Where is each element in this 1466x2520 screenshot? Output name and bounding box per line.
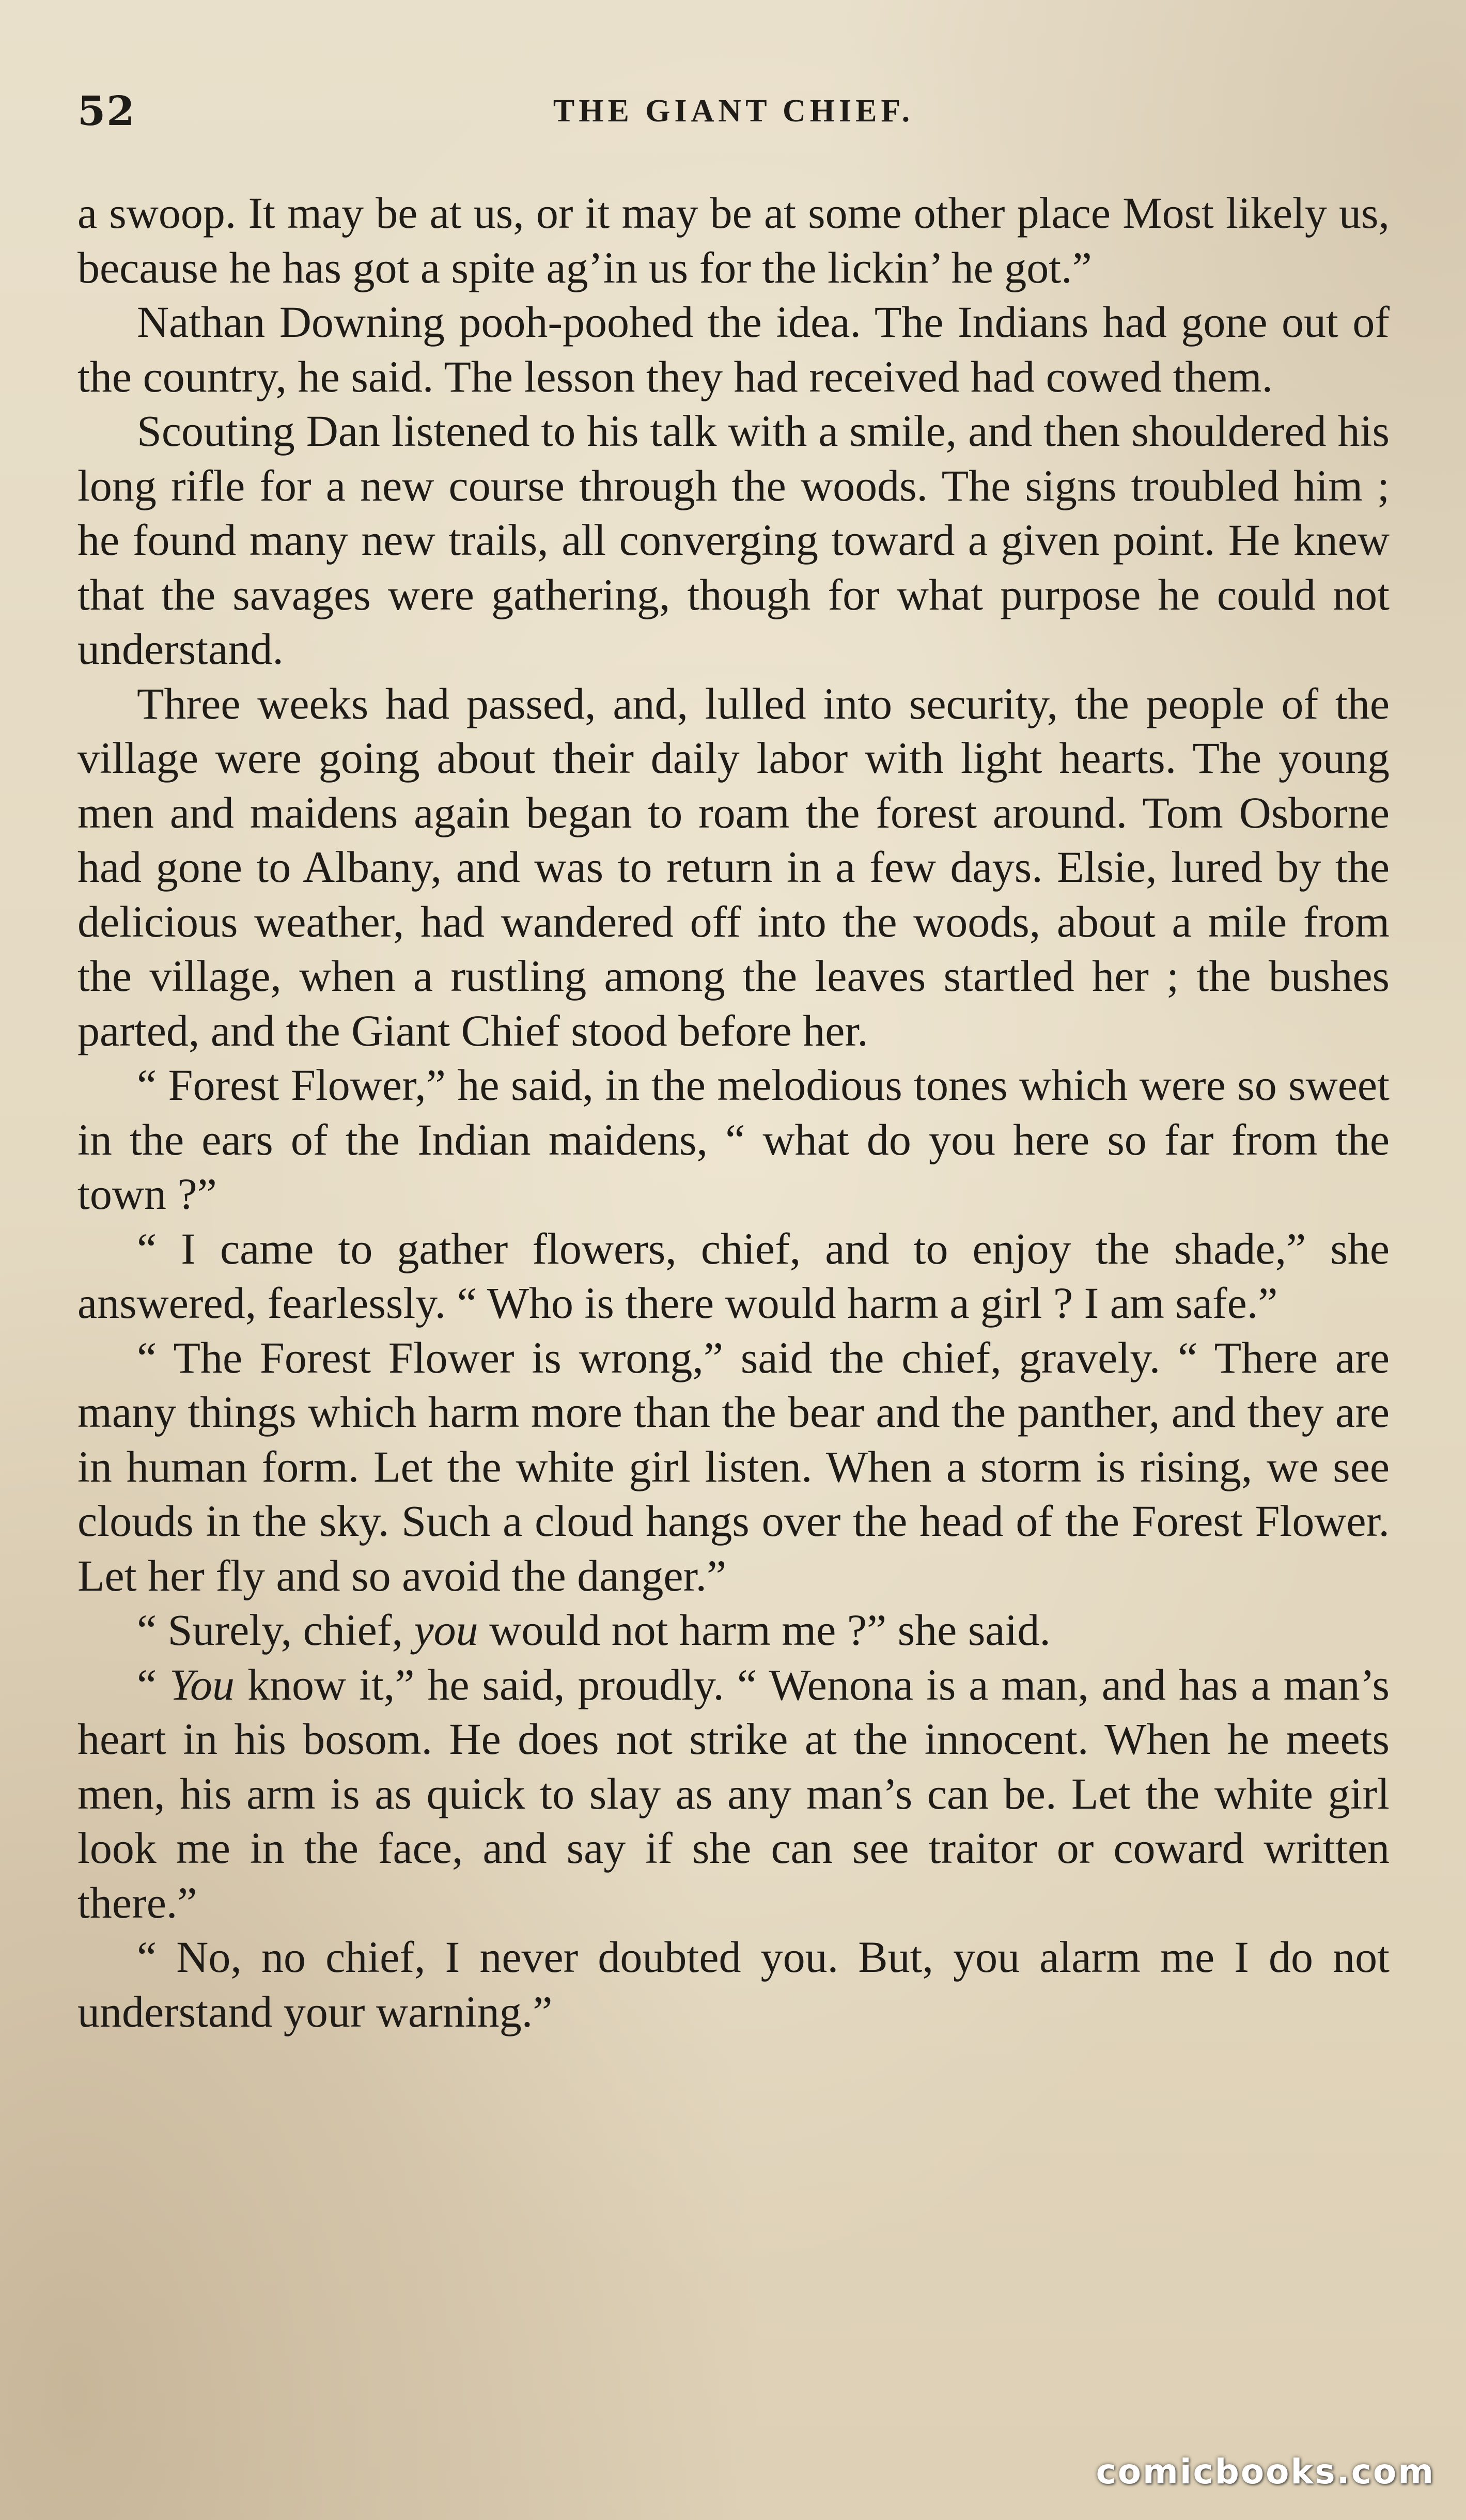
paragraph-text: Three weeks had passed, and, lulled into security, the people of the village were going about their daily labor with light hearts. The young men and maidens again began to roam the forest around. Tom Osborne had gone to Albany, and was to return in a few days. Elsie, lured by the delicious weather, had wandered off into the woods, about a mile from the village, when a rustling among the leaves startled her ; the bushes parted, and the Giant Chief stood before her. [77,678,1390,1055]
paragraph-text: “ I came to gather flowers, chief, and to enjoy the shade,” she answered, fearlessly. “ Who is there would harm a girl ? I am safe.” [77,1223,1390,1328]
paragraph-text: “ Forest Flower,” he said, in the melodious tones which were so sweet in the ears of the Indian maidens, “ what do you here so far from the town ?” [77,1060,1390,1219]
running-head: THE GIANT CHIEF. [553,94,914,129]
paragraph [77,1603,1390,1658]
paragraph-text: “ No, no chief, I never doubted you. But, you alarm me I do not understand your warning.” [77,1932,1390,2036]
paragraph [77,186,1390,295]
body-text [77,186,1390,2039]
emphasis-text: You [169,1659,235,1709]
site-watermark: comicbooks.com [1096,2452,1435,2492]
paragraph [77,1222,1390,1331]
emphasis-text: you [414,1605,478,1655]
paragraph-text: “ The Forest Flower is wrong,” said the chief, gravely. “ There are many things which harm more than the bear and the panther, and they are in human form. Let the white girl listen. When a storm is rising, we see clouds in the sky. Such a cloud hangs over the head of the Forest Flower. Let her fly and so avoid the danger.” [77,1332,1390,1600]
page-number: 52 [77,88,136,135]
paragraph-text: would not harm me ?” she said. [478,1605,1051,1655]
paragraph-text: “ Surely, chief, [137,1605,414,1655]
paragraph-text: “ [137,1659,170,1709]
paragraph [77,1058,1390,1222]
paragraph-text: a swoop. It may be at us, or it may be at some other place Most likely us, because he has got a spite ag’in us for the lickin’ he got.” [77,188,1390,292]
paragraph [77,677,1390,1059]
paragraph [77,1930,1390,2039]
page-header [77,77,1390,139]
paragraph [77,295,1390,404]
paragraph-text: Scouting Dan listened to his talk with a smile, and then shouldered his long rifle for a new course through the woods. The signs troubled him ; he found many new trails, all converging toward a given point. He knew that the savages were gathering, though for what purpose he could not understand. [77,406,1390,674]
paragraph [77,1331,1390,1604]
paragraph-text: Nathan Downing pooh-poohed the idea. The Indians had gone out of the country, he said. The lesson they had received had cowed them. [77,297,1390,401]
paragraph [77,1658,1390,1931]
paragraph-text: know it,” he said, proudly. “ Wenona is a man, and has a man’s heart in his bosom. He does not strike at the innocent. When he meets men, his arm is as quick to slay as any man’s can be. Let the white girl look me in the face, and say if she can see traitor or coward written there.” [77,1659,1390,1927]
paragraph [77,404,1390,677]
